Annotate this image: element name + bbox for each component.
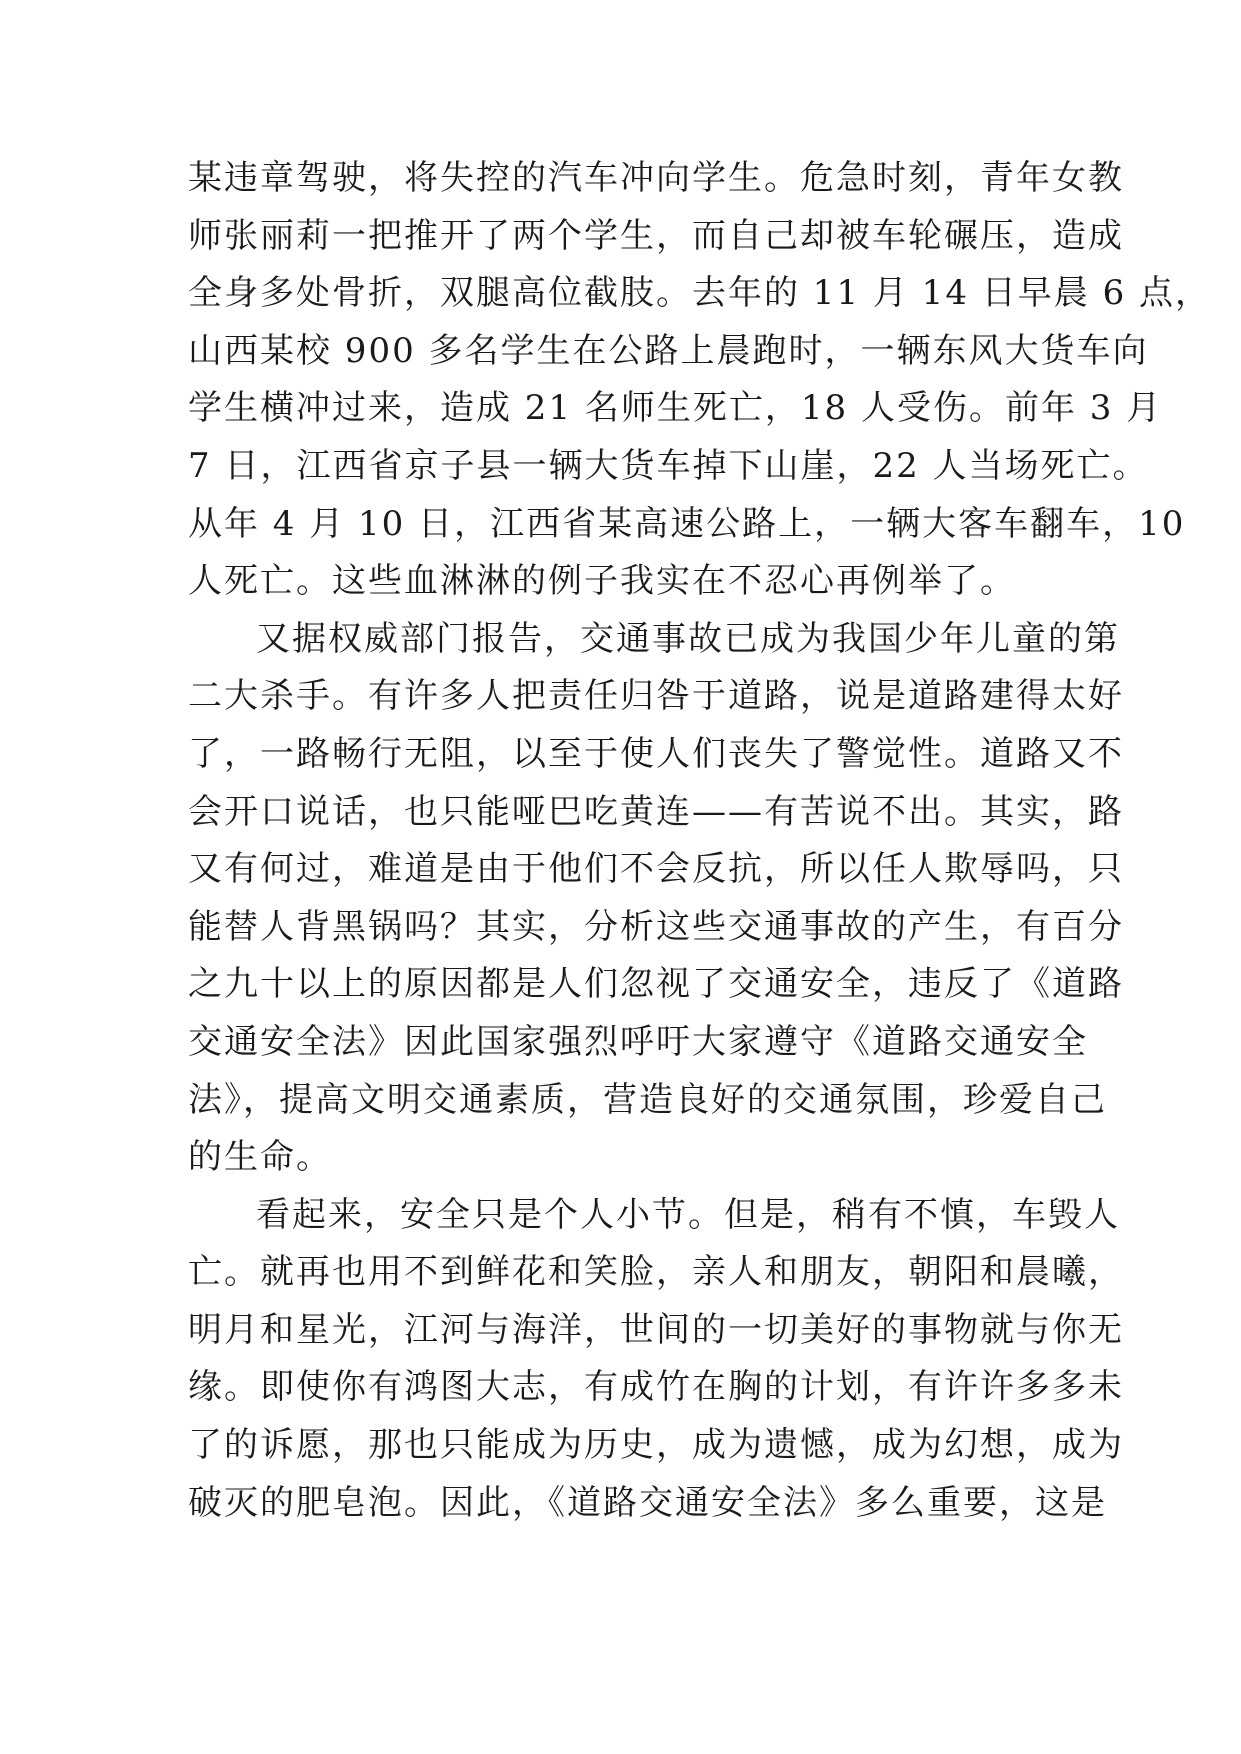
document-body bbox=[188, 150, 1212, 1532]
text-line: 法》，提高文明交通素质，营造良好的交通氛围，珍爱自己 bbox=[188, 1079, 1107, 1120]
text-line: 会开口说话，也只能哑巴吃黄连——有苦说不出。其实，路 bbox=[188, 791, 1124, 832]
text-line: 师张丽莉一把推开了两个学生，而自己却被车轮碾压，造成 bbox=[188, 215, 1124, 256]
text-line: 二大杀手。有许多人把责任归咎于道路，说是道路建得太好 bbox=[188, 676, 1124, 717]
text-line: 破灭的肥皂泡。因此，《道路交通安全法》多么重要，这是 bbox=[188, 1482, 1107, 1523]
text-line: 又有何过，难道是由于他们不会反抗，所以任人欺辱吗，只 bbox=[188, 849, 1124, 890]
text-line: 亡。就再也用不到鲜花和笑脸，亲人和朋友，朝阳和晨曦， bbox=[188, 1252, 1124, 1293]
text-line: 之九十以上的原因都是人们忽视了交通安全，违反了《道路 bbox=[188, 964, 1124, 1005]
paragraph-start-line: 又据权威部门报告，交通事故已成为我国少年儿童的第 bbox=[256, 618, 1120, 659]
text-line: 山西某校 900 多名学生在公路上晨跑时，一辆东风大货车向 bbox=[188, 330, 1149, 371]
text-line: 某违章驾驶，将失控的汽车冲向学生。危急时刻，青年女教 bbox=[188, 158, 1124, 198]
text-line: 了，一路畅行无阻，以至于使人们丧失了警觉性。道路又不 bbox=[188, 733, 1124, 774]
text-line: 能替人背黑锅吗？其实，分析这些交通事故的产生，有百分 bbox=[188, 906, 1124, 947]
text-line: 明月和星光，江河与海洋，世间的一切美好的事物就与你无 bbox=[188, 1309, 1124, 1350]
text-line: 7 日，江西省京子县一辆大货车掉下山崖，22 人当场死亡。 bbox=[188, 445, 1149, 486]
text-line: 缘。即使你有鸿图大志，有成竹在胸的计划，有许许多多未 bbox=[188, 1367, 1124, 1408]
text-line: 从年 4 月 10 日，江西省某高速公路上，一辆大客车翻车，10 bbox=[188, 503, 1186, 544]
text-line: 的生命。 bbox=[188, 1137, 332, 1178]
text-line: 交通安全法》因此国家强烈呼吁大家遵守《道路交通安全 bbox=[188, 1021, 1088, 1062]
text-line: 全身多处骨折，双腿高位截肢。去年的 11 月 14 日早晨 6 点， bbox=[188, 273, 1212, 314]
paragraph-start-line: 看起来，安全只是个人小节。但是，稍有不慎，车毁人 bbox=[256, 1194, 1120, 1235]
text-line: 学生横冲过来，造成 21 名师生死亡，18 人受伤。前年 3 月 bbox=[188, 388, 1163, 429]
text-line: 人死亡。这些血淋淋的例子我实在不忍心再例举了。 bbox=[188, 561, 1016, 602]
text-line: 了的诉愿，那也只能成为历史，成为遗憾，成为幻想，成为 bbox=[188, 1425, 1124, 1466]
